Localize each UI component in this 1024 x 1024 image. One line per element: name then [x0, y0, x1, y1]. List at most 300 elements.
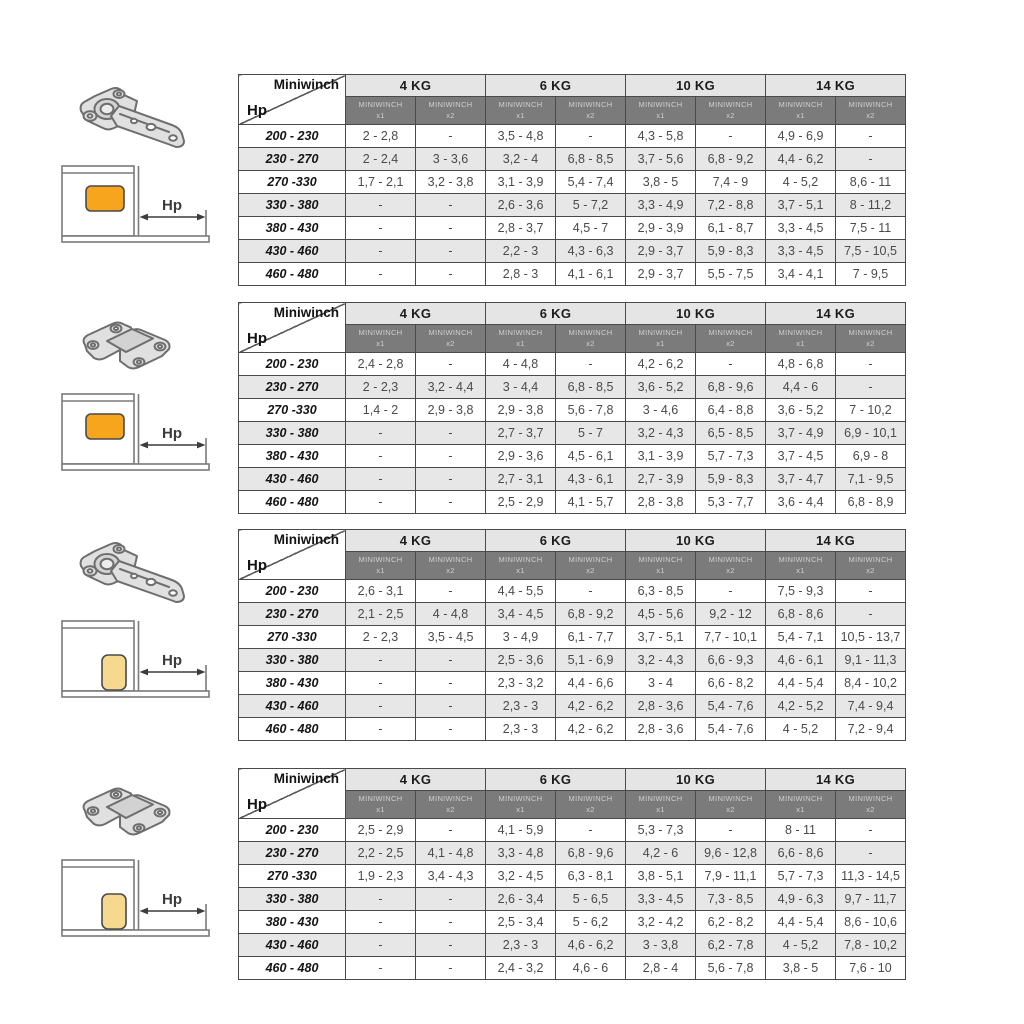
corner-header	[239, 303, 346, 353]
table-row	[239, 491, 906, 514]
value-cell: 2,2 - 2,5	[346, 842, 416, 865]
value-cell: -	[836, 125, 906, 148]
value-cell: -	[416, 217, 486, 240]
hp-range-cell: 270 -330	[239, 399, 346, 422]
value-cell: 3 - 3,8	[626, 934, 696, 957]
value-cell: 2,4 - 3,2	[486, 957, 556, 980]
value-cell: 5,4 - 7,1	[766, 626, 836, 649]
value-cell: 6,2 - 8,2	[696, 911, 766, 934]
value-cell: -	[556, 819, 626, 842]
value-cell: 3,4 - 4,5	[486, 603, 556, 626]
value-cell: 6,8 - 9,2	[556, 603, 626, 626]
value-cell: 3,3 - 4,9	[626, 194, 696, 217]
miniwinch-x2-subheader: MINIWINCH x2	[696, 325, 766, 353]
value-cell: 2 - 2,8	[346, 125, 416, 148]
miniwinch-table-1	[238, 74, 906, 286]
miniwinch-x2-subheader: MINIWINCH x2	[416, 791, 486, 819]
value-cell: 4,8 - 6,8	[766, 353, 836, 376]
hp-range-cell: 460 - 480	[239, 718, 346, 741]
hp-range-cell: 200 - 230	[239, 580, 346, 603]
value-cell: 2,9 - 3,7	[626, 240, 696, 263]
value-cell: 3,2 - 3,8	[416, 171, 486, 194]
value-cell: 5,5 - 7,5	[696, 263, 766, 286]
value-cell: 4,3 - 6,3	[556, 240, 626, 263]
value-cell: 2 - 2,3	[346, 376, 416, 399]
value-cell: 6,8 - 9,6	[696, 376, 766, 399]
value-cell: 3 - 4,9	[486, 626, 556, 649]
miniwinch-table-2	[238, 302, 906, 514]
value-cell: -	[416, 240, 486, 263]
value-cell: 3,8 - 5	[766, 957, 836, 980]
value-cell: -	[416, 468, 486, 491]
value-cell: 6,4 - 8,8	[696, 399, 766, 422]
hp-range-cell: 230 - 270	[239, 148, 346, 171]
value-cell: 3 - 4	[626, 672, 696, 695]
value-cell: 4,1 - 4,8	[416, 842, 486, 865]
weight-group-header: 10 KG	[626, 303, 766, 325]
value-cell: 4,2 - 6,2	[626, 353, 696, 376]
value-cell: 7,3 - 8,5	[696, 888, 766, 911]
hp-range-cell: 330 - 380	[239, 649, 346, 672]
value-cell: 7,4 - 9,4	[836, 695, 906, 718]
value-cell: 4,4 - 6	[766, 376, 836, 399]
value-cell: -	[416, 580, 486, 603]
value-cell: 3 - 4,6	[626, 399, 696, 422]
miniwinch-x2-subheader: MINIWINCH x2	[416, 552, 486, 580]
value-cell: -	[346, 672, 416, 695]
value-cell: 4,2 - 6,2	[556, 718, 626, 741]
corner-header	[239, 769, 346, 819]
value-cell: 6,6 - 9,3	[696, 649, 766, 672]
value-cell: -	[696, 819, 766, 842]
value-cell: 5,4 - 7,4	[556, 171, 626, 194]
value-cell: 4,9 - 6,9	[766, 125, 836, 148]
table-row	[239, 603, 906, 626]
corner-label-miniwinch: Miniwinch	[273, 77, 339, 92]
value-cell: 3,2 - 4,2	[626, 911, 696, 934]
value-cell: -	[346, 957, 416, 980]
corner-label-miniwinch: Miniwinch	[273, 532, 339, 547]
value-cell: 7,8 - 10,2	[836, 934, 906, 957]
value-cell: 6,9 - 10,1	[836, 422, 906, 445]
value-cell: -	[346, 649, 416, 672]
table-row	[239, 399, 906, 422]
table-row	[239, 376, 906, 399]
hp-range-cell: 380 - 430	[239, 217, 346, 240]
value-cell: 3 - 3,6	[416, 148, 486, 171]
value-cell: 3,3 - 4,5	[766, 240, 836, 263]
value-cell: 7,4 - 9	[696, 171, 766, 194]
cabinet-profile-drawing	[62, 860, 209, 936]
value-cell: 7,2 - 8,8	[696, 194, 766, 217]
value-cell: -	[346, 911, 416, 934]
value-cell: -	[416, 819, 486, 842]
value-cell: 7,2 - 9,4	[836, 718, 906, 741]
value-cell: 4,2 - 5,2	[766, 695, 836, 718]
value-cell: 5 - 7,2	[556, 194, 626, 217]
value-cell: -	[416, 263, 486, 286]
hp-range-cell: 430 - 460	[239, 695, 346, 718]
miniwinch-x2-subheader: MINIWINCH x2	[836, 325, 906, 353]
cabinet-profile-drawing	[62, 394, 209, 470]
value-cell: -	[556, 353, 626, 376]
value-cell: 2 - 2,3	[346, 626, 416, 649]
value-cell: 3,2 - 4,3	[626, 422, 696, 445]
table-row	[239, 626, 906, 649]
value-cell: 3,2 - 4,4	[416, 376, 486, 399]
value-cell: 2,7 - 3,1	[486, 468, 556, 491]
value-cell: 3,8 - 5,1	[626, 865, 696, 888]
value-cell: -	[416, 125, 486, 148]
weight-group-header: 6 KG	[486, 75, 626, 97]
table-row	[239, 194, 906, 217]
hp-range-cell: 270 -330	[239, 171, 346, 194]
value-cell: 2,8 - 3,8	[626, 491, 696, 514]
value-cell: 3,3 - 4,5	[626, 888, 696, 911]
corner-header	[239, 530, 346, 580]
weight-group-header: 4 KG	[346, 303, 486, 325]
table-row	[239, 718, 906, 741]
value-cell: 4 - 4,8	[416, 603, 486, 626]
value-cell: 5 - 6,2	[556, 911, 626, 934]
hp-range-cell: 330 - 380	[239, 888, 346, 911]
value-cell: 7,6 - 10	[836, 957, 906, 980]
value-cell: -	[836, 148, 906, 171]
table-row	[239, 888, 906, 911]
table-row	[239, 468, 906, 491]
value-cell: 7,1 - 9,5	[836, 468, 906, 491]
table-row	[239, 819, 906, 842]
miniwinch-x1-subheader: MINIWINCH x1	[486, 552, 556, 580]
value-cell: 6,2 - 7,8	[696, 934, 766, 957]
table-row	[239, 957, 906, 980]
corner-label-hp: Hp	[247, 102, 267, 119]
value-cell: -	[346, 888, 416, 911]
hp-dimension-label: Hp	[162, 197, 182, 214]
weight-group-header: 6 KG	[486, 769, 626, 791]
value-cell: 2,7 - 3,9	[626, 468, 696, 491]
cup-hinge-illustration	[38, 74, 240, 286]
miniwinch-x2-subheader: MINIWINCH x2	[416, 97, 486, 125]
value-cell: -	[346, 468, 416, 491]
miniwinch-x2-subheader: MINIWINCH x2	[696, 97, 766, 125]
value-cell: 2,1 - 2,5	[346, 603, 416, 626]
value-cell: 4,4 - 5,4	[766, 911, 836, 934]
corner-label-miniwinch: Miniwinch	[273, 771, 339, 786]
value-cell: 4,1 - 5,9	[486, 819, 556, 842]
value-cell: 3,7 - 5,1	[766, 194, 836, 217]
value-cell: -	[346, 445, 416, 468]
table-row	[239, 445, 906, 468]
table-row	[239, 148, 906, 171]
corner-label-hp: Hp	[247, 557, 267, 574]
value-cell: 4,3 - 5,8	[626, 125, 696, 148]
value-cell: -	[346, 934, 416, 957]
value-cell: 2,8 - 3	[486, 263, 556, 286]
value-cell: -	[416, 649, 486, 672]
table-row	[239, 649, 906, 672]
value-cell: 3,4 - 4,1	[766, 263, 836, 286]
value-cell: 3 - 4,4	[486, 376, 556, 399]
value-cell: 9,7 - 11,7	[836, 888, 906, 911]
hp-range-cell: 380 - 430	[239, 911, 346, 934]
cabinet-profile-drawing	[62, 166, 209, 242]
miniwinch-x1-subheader: MINIWINCH x1	[626, 791, 696, 819]
value-cell: 6,8 - 9,6	[556, 842, 626, 865]
value-cell: 3,7 - 4,5	[766, 445, 836, 468]
value-cell: 2,9 - 3,9	[626, 217, 696, 240]
table-row	[239, 422, 906, 445]
miniwinch-x1-subheader: MINIWINCH x1	[346, 552, 416, 580]
value-cell: 3,1 - 3,9	[486, 171, 556, 194]
value-cell: 2,9 - 3,6	[486, 445, 556, 468]
value-cell: 6,8 - 9,2	[696, 148, 766, 171]
table-row	[239, 695, 906, 718]
value-cell: 2,2 - 3	[486, 240, 556, 263]
corner-label-hp: Hp	[247, 796, 267, 813]
hp-range-cell: 380 - 430	[239, 445, 346, 468]
miniwinch-x1-subheader: MINIWINCH x1	[626, 97, 696, 125]
value-cell: -	[346, 422, 416, 445]
value-cell: 1,7 - 2,1	[346, 171, 416, 194]
value-cell: 3,2 - 4,3	[626, 649, 696, 672]
value-cell: 4,5 - 7	[556, 217, 626, 240]
value-cell: 3,6 - 4,4	[766, 491, 836, 514]
miniwinch-x2-subheader: MINIWINCH x2	[696, 552, 766, 580]
value-cell: 4,4 - 5,5	[486, 580, 556, 603]
hp-range-cell: 200 - 230	[239, 125, 346, 148]
weight-group-header: 4 KG	[346, 769, 486, 791]
value-cell: 3,5 - 4,5	[416, 626, 486, 649]
value-cell: 7,7 - 10,1	[696, 626, 766, 649]
value-cell: 2,3 - 3	[486, 695, 556, 718]
value-cell: 4,6 - 6,1	[766, 649, 836, 672]
miniwinch-x1-subheader: MINIWINCH x1	[766, 97, 836, 125]
table-row	[239, 263, 906, 286]
spec-section-cup-hinge-1	[0, 74, 1024, 286]
value-cell: 2,5 - 3,6	[486, 649, 556, 672]
hp-range-cell: 230 - 270	[239, 376, 346, 399]
value-cell: 4,4 - 5,4	[766, 672, 836, 695]
weight-group-header: 10 KG	[626, 530, 766, 552]
value-cell: 6,8 - 8,5	[556, 376, 626, 399]
value-cell: 6,8 - 8,6	[766, 603, 836, 626]
hp-range-cell: 430 - 460	[239, 240, 346, 263]
flat-hinge-icon	[84, 789, 170, 835]
value-cell: 6,1 - 7,7	[556, 626, 626, 649]
value-cell: -	[556, 580, 626, 603]
miniwinch-x2-subheader: MINIWINCH x2	[696, 791, 766, 819]
value-cell: -	[556, 125, 626, 148]
value-cell: 8,4 - 10,2	[836, 672, 906, 695]
table-row	[239, 580, 906, 603]
value-cell: 8,6 - 11	[836, 171, 906, 194]
value-cell: 7,5 - 9,3	[766, 580, 836, 603]
value-cell: -	[836, 580, 906, 603]
miniwinch-x2-subheader: MINIWINCH x2	[836, 552, 906, 580]
flat-hinge-illustration	[38, 302, 240, 514]
value-cell: -	[416, 888, 486, 911]
miniwinch-x2-subheader: MINIWINCH x2	[416, 325, 486, 353]
value-cell: -	[416, 491, 486, 514]
value-cell: 8 - 11	[766, 819, 836, 842]
value-cell: 2,9 - 3,8	[416, 399, 486, 422]
miniwinch-x1-subheader: MINIWINCH x1	[626, 552, 696, 580]
value-cell: -	[836, 819, 906, 842]
value-cell: -	[346, 263, 416, 286]
value-cell: 8 - 11,2	[836, 194, 906, 217]
value-cell: 6,8 - 8,9	[836, 491, 906, 514]
value-cell: 5 - 7	[556, 422, 626, 445]
value-cell: 2,8 - 3,7	[486, 217, 556, 240]
value-cell: -	[696, 580, 766, 603]
table-row	[239, 842, 906, 865]
value-cell: 3,7 - 4,7	[766, 468, 836, 491]
value-cell: 3,3 - 4,8	[486, 842, 556, 865]
value-cell: 4 - 5,2	[766, 171, 836, 194]
value-cell: -	[836, 353, 906, 376]
value-cell: 7,5 - 10,5	[836, 240, 906, 263]
miniwinch-x2-subheader: MINIWINCH x2	[556, 791, 626, 819]
miniwinch-table-4	[238, 768, 906, 980]
value-cell: 2,6 - 3,4	[486, 888, 556, 911]
miniwinch-x2-subheader: MINIWINCH x2	[836, 97, 906, 125]
value-cell: 5,7 - 7,3	[766, 865, 836, 888]
value-cell: 4,6 - 6,2	[556, 934, 626, 957]
table-row	[239, 171, 906, 194]
value-cell: 5,4 - 7,6	[696, 695, 766, 718]
hp-range-cell: 460 - 480	[239, 957, 346, 980]
value-cell: 11,3 - 14,5	[836, 865, 906, 888]
value-cell: 3,5 - 4,8	[486, 125, 556, 148]
miniwinch-x1-subheader: MINIWINCH x1	[486, 325, 556, 353]
value-cell: -	[346, 491, 416, 514]
value-cell: -	[696, 125, 766, 148]
miniwinch-x1-subheader: MINIWINCH x1	[346, 325, 416, 353]
flat-hinge-illustration	[38, 768, 240, 980]
value-cell: 2,6 - 3,1	[346, 580, 416, 603]
value-cell: 4,6 - 6	[556, 957, 626, 980]
value-cell: 7 - 10,2	[836, 399, 906, 422]
hp-range-cell: 460 - 480	[239, 491, 346, 514]
value-cell: 2,9 - 3,8	[486, 399, 556, 422]
value-cell: 6,6 - 8,6	[766, 842, 836, 865]
cabinet-profile-drawing	[62, 621, 209, 697]
table-row	[239, 240, 906, 263]
flat-hinge-icon	[84, 323, 170, 369]
value-cell: 6,3 - 8,5	[626, 580, 696, 603]
miniwinch-x1-subheader: MINIWINCH x1	[766, 552, 836, 580]
value-cell: -	[346, 240, 416, 263]
value-cell: 6,5 - 8,5	[696, 422, 766, 445]
hp-range-cell: 230 - 270	[239, 842, 346, 865]
value-cell: 6,1 - 8,7	[696, 217, 766, 240]
miniwinch-x1-subheader: MINIWINCH x1	[626, 325, 696, 353]
value-cell: -	[416, 718, 486, 741]
spec-section-cup-hinge-2	[0, 529, 1024, 741]
miniwinch-x1-subheader: MINIWINCH x1	[766, 325, 836, 353]
value-cell: 2,5 - 3,4	[486, 911, 556, 934]
value-cell: -	[416, 695, 486, 718]
value-cell: 3,2 - 4,5	[486, 865, 556, 888]
value-cell: 10,5 - 13,7	[836, 626, 906, 649]
hp-dimension-label: Hp	[162, 425, 182, 442]
hp-range-cell: 200 - 230	[239, 353, 346, 376]
value-cell: 2,8 - 4	[626, 957, 696, 980]
miniwinch-table-3	[238, 529, 906, 741]
value-cell: 3,4 - 4,3	[416, 865, 486, 888]
value-cell: 4,2 - 6,2	[556, 695, 626, 718]
value-cell: 3,7 - 5,6	[626, 148, 696, 171]
value-cell: 3,1 - 3,9	[626, 445, 696, 468]
miniwinch-x1-subheader: MINIWINCH x1	[766, 791, 836, 819]
value-cell: 7,9 - 11,1	[696, 865, 766, 888]
value-cell: 2,5 - 2,9	[486, 491, 556, 514]
value-cell: 7 - 9,5	[836, 263, 906, 286]
weight-group-header: 14 KG	[766, 303, 906, 325]
miniwinch-x2-subheader: MINIWINCH x2	[556, 325, 626, 353]
value-cell: 3,6 - 5,2	[626, 376, 696, 399]
value-cell: 2,4 - 2,8	[346, 353, 416, 376]
value-cell: 4,1 - 6,1	[556, 263, 626, 286]
miniwinch-x1-subheader: MINIWINCH x1	[346, 791, 416, 819]
corner-label-hp: Hp	[247, 330, 267, 347]
value-cell: 9,1 - 11,3	[836, 649, 906, 672]
value-cell: 3,8 - 5	[626, 171, 696, 194]
value-cell: 5,3 - 7,3	[626, 819, 696, 842]
value-cell: 4,4 - 6,6	[556, 672, 626, 695]
hp-range-cell: 230 - 270	[239, 603, 346, 626]
value-cell: -	[416, 672, 486, 695]
door-pad-marker	[102, 894, 126, 929]
cup-hinge-illustration	[38, 529, 240, 741]
value-cell: 4,5 - 5,6	[626, 603, 696, 626]
weight-group-header: 14 KG	[766, 75, 906, 97]
miniwinch-x1-subheader: MINIWINCH x1	[486, 97, 556, 125]
corner-header	[239, 75, 346, 125]
weight-group-header: 6 KG	[486, 530, 626, 552]
value-cell: 9,2 - 12	[696, 603, 766, 626]
value-cell: 1,9 - 2,3	[346, 865, 416, 888]
spec-section-flat-hinge-2	[0, 768, 1024, 980]
value-cell: 5,1 - 6,9	[556, 649, 626, 672]
value-cell: 5,9 - 8,3	[696, 240, 766, 263]
value-cell: 2 - 2,4	[346, 148, 416, 171]
value-cell: 3,7 - 5,1	[626, 626, 696, 649]
value-cell: 2,3 - 3,2	[486, 672, 556, 695]
weight-group-header: 10 KG	[626, 769, 766, 791]
value-cell: 3,6 - 5,2	[766, 399, 836, 422]
value-cell: -	[836, 376, 906, 399]
value-cell: 5,4 - 7,6	[696, 718, 766, 741]
value-cell: 4,2 - 6	[626, 842, 696, 865]
miniwinch-x1-subheader: MINIWINCH x1	[486, 791, 556, 819]
value-cell: 4 - 5,2	[766, 934, 836, 957]
value-cell: 6,3 - 8,1	[556, 865, 626, 888]
value-cell: 3,2 - 4	[486, 148, 556, 171]
miniwinch-x2-subheader: MINIWINCH x2	[556, 552, 626, 580]
miniwinch-x2-subheader: MINIWINCH x2	[556, 97, 626, 125]
hp-range-cell: 430 - 460	[239, 934, 346, 957]
value-cell: 4,1 - 5,7	[556, 491, 626, 514]
table-row	[239, 125, 906, 148]
value-cell: 1,4 - 2	[346, 399, 416, 422]
value-cell: 6,6 - 8,2	[696, 672, 766, 695]
cup-hinge-icon	[81, 543, 184, 602]
value-cell: 9,6 - 12,8	[696, 842, 766, 865]
value-cell: -	[416, 911, 486, 934]
value-cell: -	[346, 695, 416, 718]
